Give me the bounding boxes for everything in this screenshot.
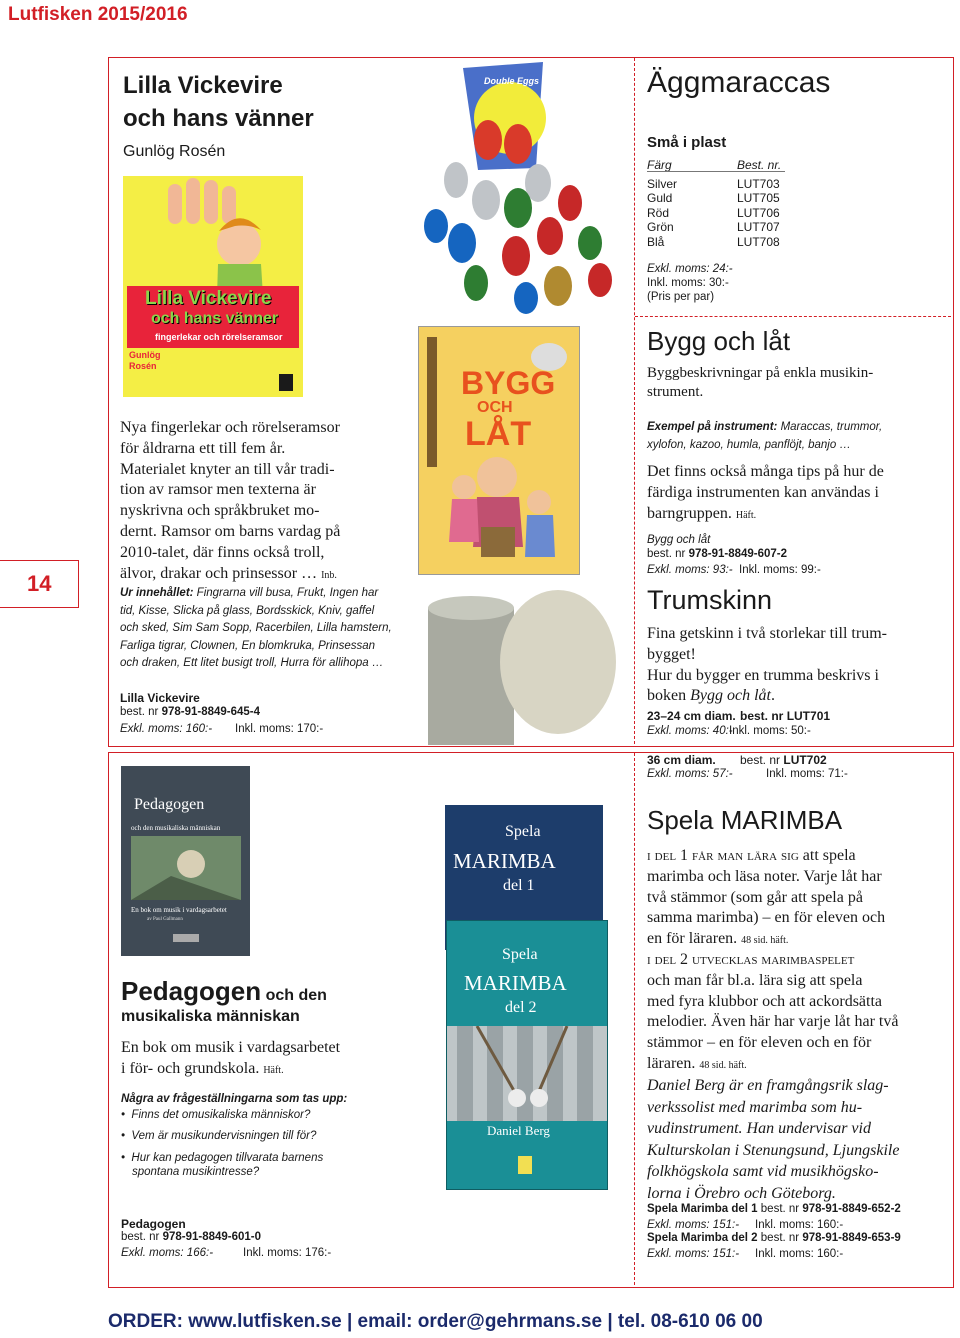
pedagogen-cover-author: av Paul Gallmann <box>147 917 183 922</box>
vickevire-cover-author2: Rosén <box>129 361 157 371</box>
vickevire-cover <box>123 176 303 397</box>
vickevire-author: Gunlög Rosén <box>123 143 226 160</box>
aggmaraccas-subtitle: Små i plast <box>647 134 727 151</box>
aggmaraccas-row: Silver LUT703 <box>647 177 780 191</box>
bygg-order: best. nr 978-91-8849-607-2 <box>647 548 788 560</box>
trumskinn-description: Fina getskinn i två storlekar till trum- bygget! Hur du bygger en trumma beskrivs i boken Bygg och låt. <box>647 625 887 705</box>
vickevire-product-name: Lilla Vickevire <box>120 691 200 705</box>
marimba-cover2-marimba: MARIMBA <box>464 971 567 995</box>
publisher-logo-icon <box>279 374 293 391</box>
bygg-cover-title1: BYGG <box>461 365 556 401</box>
pedagogen-questions: • Finns det omusikaliska människor? • Vem är musikundervisningen till för? • Hur kan pedagogen tillvarata barnens spontana musikintresse? <box>121 1109 324 1179</box>
trumskinn-order2: best. nr LUT702 <box>740 753 827 767</box>
pedagogen-cover-subtitle: och den musikaliska människan <box>131 824 221 832</box>
aggmaraccas-col-farg: Färg <box>647 158 672 172</box>
trumskinn-size1: 23–24 cm diam. <box>647 709 736 723</box>
publisher-logo-icon <box>173 934 199 942</box>
footer-order-info: ORDER: www.lutfisken.se | email: order@gehrmans.se | tel. 08-610 06 00 <box>108 1311 763 1332</box>
vickevire-description: Nya fingerlekar och rörelseramsor för åldrarna ett till fem år. Materialet knyter an till vår tradi- tion av ramsor men texterna är nyskrivna och språkbruket mo- dernt. Ramsor om barns vardag på 2010-talet, där finns också troll, älvor, drakar och prinsessor … Inb. <box>120 419 341 582</box>
vickevire-contents: Ur innehållet: Fingrarna vill busa, Frukt, Ingen har tid, Kisse, Slicka på glass, Bordsskick, Kniv, gaffel och sked, Sim Sam Sopp, Racerbilen, Lilla hamstern, Farliga tigrar, Clownen, En blomkruka, Prinsessan och draken, Ett litet busigt troll, Hurra för allihopa … <box>120 587 392 670</box>
pedagogen-cover-title: Pedagogen <box>134 796 205 813</box>
marimba-cover-del2 <box>446 920 608 1190</box>
marimba-cover2-del: del 2 <box>505 999 537 1016</box>
list-item: • Finns det omusikaliska människor? <box>121 1109 311 1121</box>
marimba-cover1-del: del 1 <box>503 877 535 894</box>
vickevire-cover-author1: Gunlög <box>129 350 161 360</box>
aggmaraccas-col-best: Best. nr. <box>737 158 782 172</box>
marimba-product1: Spela Marimba del 1 best. nr 978-91-8849-652-2 <box>647 1203 901 1215</box>
bygg-subtitle: Byggbeskrivningar på enkla musikin- strument. <box>647 365 874 400</box>
pedagogen-title-line2: musikaliska människan <box>121 1008 300 1025</box>
marimba-cover2-author: Daniel Berg <box>487 1123 550 1138</box>
bygg-cover <box>418 326 580 575</box>
trumskinn-title: Trumskinn <box>647 585 773 615</box>
marimba-cover1-marimba: MARIMBA <box>453 849 556 873</box>
pedagogen-questions-title: Några av frågeställningarna som tas upp: <box>121 1093 348 1105</box>
divider-vertical-bottom <box>634 753 635 1285</box>
marimba-paragraph2: i del 2 utvecklas marimbaspelet och man får bl.a. lära sig att spela med fyra klubbor och att ackordsätta melodier. Även här har varje låt har två stämmor – en för eleven och en för läraren. 48 sid. häft. <box>647 951 899 1072</box>
vickevire-title-line1: Lilla Vickevire <box>123 72 283 99</box>
vickevire-order: best. nr 978-91-8849-645-4 <box>120 706 261 718</box>
bygg-cover-title2: OCH <box>477 399 513 416</box>
egg-maraccas-image <box>418 58 633 316</box>
marimba-paragraph1: i del 1 får man lära sig att spela marimba och läsa noter. Varje låt har två stämmor (som går att spela på samma marimba) – en för eleven och en för läraren. 48 sid. häft. <box>647 847 886 948</box>
vickevire-price: Exkl. moms: 160:- Inkl. moms: 170:- <box>120 723 324 735</box>
trumskinn-size2: 36 cm diam. <box>647 753 716 767</box>
aggmaraccas-row: Guld LUT705 <box>647 191 780 206</box>
vickevire-cover-subtitle: fingerlekar och rörelseramsor <box>155 332 283 342</box>
page-header-title: Lutfisken 2015/2016 <box>8 4 188 25</box>
aggmaraccas-price: Exkl. moms: 24:- Inkl. moms: 30:- (Pris per par) <box>647 263 733 303</box>
list-item: • Hur kan pedagogen tillvarata barnens <box>121 1151 324 1164</box>
page-number-tab <box>0 560 79 608</box>
marimba-bio: Daniel Berg är en framgångsrik slag- verkssolist med marimba som hu- vudinstrument. Han undervisar vid Kulturskolan i Stenungsund, Ljungskile folkhögskola samt vid musikhögsko- lorna i Örebro och Göteborg. <box>647 1077 900 1202</box>
marimba-price1: Exkl. moms: 151:- Inkl. moms: 160:- <box>647 1219 844 1231</box>
vickevire-cover-title1: Lilla Vickevire <box>145 288 272 309</box>
pedagogen-title: Pedagogen och den <box>121 976 327 1006</box>
bygg-price: Exkl. moms: 93:- Inkl. moms: 99:- <box>647 564 821 576</box>
publisher-logo-icon <box>518 1156 532 1174</box>
trumskinn-price2: Exkl. moms: 57:- Inkl. moms: 71:- <box>647 768 848 780</box>
bygg-product-name: Bygg och låt <box>647 534 711 546</box>
vickevire-cover-title2: och hans vänner <box>151 310 279 327</box>
drumskin-image <box>418 590 633 745</box>
pedagogen-description: En bok om musik i vardagsarbetet i för- och grundskola. Häft. <box>121 1039 341 1077</box>
trumskinn-order1: best. nr LUT701 <box>740 709 831 723</box>
page-number: 14 <box>27 571 52 596</box>
divider-vertical-top <box>634 58 635 744</box>
marimba-product2: Spela Marimba del 2 best. nr 978-91-8849-653-9 <box>647 1232 901 1244</box>
aggmaraccas-row: Grön LUT707 <box>647 220 780 235</box>
marimba-cover2-spela: Spela <box>502 946 538 963</box>
pedagogen-order: best. nr 978-91-8849-601-0 <box>121 1231 262 1243</box>
marimba-title: Spela MARIMBA <box>647 805 843 835</box>
aggmaraccas-rows <box>647 177 780 249</box>
list-item: • Vem är musikundervisningen till för? <box>121 1130 317 1143</box>
pedagogen-product-name: Pedagogen <box>121 1217 186 1231</box>
aggmaraccas-row: Blå LUT708 <box>647 234 780 249</box>
marimba-mallets-art <box>447 1026 607 1121</box>
trumskinn-price1: Exkl. moms: 40:- Inkl. moms: 50:- <box>647 725 811 737</box>
bygg-example: Exempel på instrument: Maraccas, trummor, xylofon, kazoo, humla, panflöjt, banjo … <box>647 421 883 451</box>
egg-package-label: Double Eggs <box>484 76 540 86</box>
pedagogen-cover <box>121 766 250 956</box>
bygg-cover-title3: LÅT <box>465 415 532 453</box>
divider-horizontal-right <box>635 316 951 317</box>
marimba-price2: Exkl. moms: 151:- Inkl. moms: 160:- <box>647 1248 844 1260</box>
marimba-cover1-spela: Spela <box>505 823 541 840</box>
drumskin-art <box>418 590 633 745</box>
pedagogen-cover-illustration <box>131 836 241 900</box>
bygg-description: Det finns också många tips på hur de färdiga instrumenten kan användas i barngruppen. Häft. <box>647 463 884 522</box>
pedagogen-price: Exkl. moms: 166:- Inkl. moms: 176:- <box>121 1247 332 1259</box>
bygg-title: Bygg och låt <box>647 326 791 356</box>
vickevire-title-line2: och hans vänner <box>123 105 314 132</box>
pedagogen-cover-tagline: En bok om musik i vardagsarbetet <box>131 906 227 914</box>
egg-maraccas-art <box>418 58 633 316</box>
aggmaraccas-row: Röd LUT706 <box>647 205 780 220</box>
aggmaraccas-color-table <box>647 171 785 173</box>
aggmaraccas-title: Äggmaraccas <box>647 66 831 99</box>
